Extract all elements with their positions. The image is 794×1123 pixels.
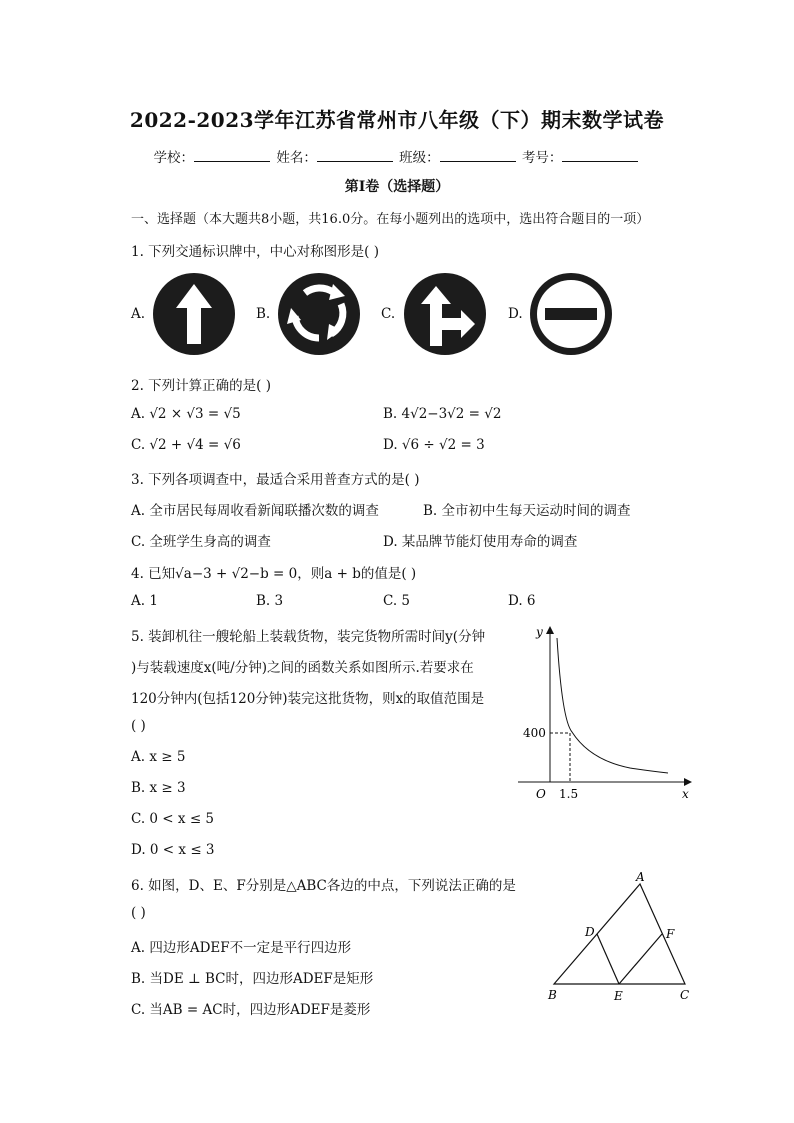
q2-option-c: C. √2 + √4 = √6 [131,437,241,453]
vertex-a-label: A [636,870,645,884]
school-label: 学校： [153,150,195,166]
q5-stem-line3: 120分钟内(包括120分钟)装完这批货物，则x的取值范围是 [131,691,485,707]
hyperbola-curve [557,638,668,773]
q6-stem-line2: ( ) [131,905,146,921]
origin-label: O [536,787,546,801]
q1-label-a: A. [131,306,146,322]
q6-option-a: A. 四边形ADEF不一定是平行四边形 [131,940,352,956]
q5-stem-line1: 5. 装卸机往一艘轮船上装载货物，装完货物所需时间y(分钟 [131,629,486,645]
straight-right-sign-icon [403,272,487,356]
y-tick-label: 400 [523,726,546,740]
q1-label-d: D. [508,306,523,322]
name-label: 姓名： [276,150,317,166]
roundabout-sign-icon [277,272,361,356]
q1-label-c: C. [381,306,396,322]
q5-inverse-function-graph [510,620,695,805]
vertex-c-label: C [680,988,690,1002]
q4-stem: 4. 已知√a−3 + √2−b = 0，则a + b的值是( ) [131,566,417,582]
point-e-label: E [614,989,623,1003]
exam-title: 2022-2023学年江苏省常州市八年级（下）期末数学试卷 [129,108,665,132]
segment-de [597,934,619,984]
no-entry-sign-icon [529,272,613,356]
q1-label-b: B. [256,306,271,322]
q5-stem-line4: ( ) [131,718,146,734]
q5-stem-line2: )与装载速度x(吨/分钟)之间的函数关系如图所示.若要求在 [131,660,474,676]
q3-option-b: B. 全市初中生每天运动时间的调查 [423,503,631,519]
point-d-label: D [585,925,595,939]
q2-option-d: D. √6 ÷ √2 = 3 [383,437,485,453]
q6-triangle-figure [540,870,700,1010]
q2-option-b: B. 4√2−3√2 = √2 [383,406,502,422]
x-axis-label: x [682,787,689,801]
point-f-label: F [666,927,675,941]
q4-option-b: B. 3 [256,593,284,609]
q1-stem: 1. 下列交通标识牌中，中心对称图形是( ) [131,244,379,260]
vertex-b-label: B [548,988,557,1002]
up-arrow-sign-icon [152,272,236,356]
q4-option-a: A. 1 [131,593,158,609]
class-label: 班级： [399,150,440,166]
number-blank [562,149,638,162]
q6-stem-line1: 6. 如图，D、E、F分别是△ABC各边的中点，下列说法正确的是 [131,878,516,894]
q5-option-b: B. x ≥ 3 [131,780,186,796]
q4-option-d: D. 6 [508,593,536,609]
segment-ef [619,934,662,984]
q5-option-d: D. 0 < x ≤ 3 [131,842,215,858]
q6-option-b: B. 当DE ⊥ BC时，四边形ADEF是矩形 [131,971,374,987]
q6-option-c: C. 当AB = AC时，四边形ADEF是菱形 [131,1002,371,1018]
name-blank [317,149,393,162]
q3-option-c: C. 全班学生身高的调查 [131,534,271,550]
x-tick-label: 1.5 [559,787,579,801]
student-info-line [0,146,794,166]
q5-option-c: C. 0 < x ≤ 5 [131,811,215,827]
q4-option-c: C. 5 [383,593,411,609]
q2-stem: 2. 下列计算正确的是( ) [131,378,271,394]
q3-option-a: A. 全市居民每周收看新闻联播次数的调查 [131,503,379,519]
q3-option-d: D. 某品牌节能灯使用寿命的调查 [383,534,578,550]
school-blank [194,149,270,162]
q5-option-a: A. x ≥ 5 [131,749,186,765]
q2-option-a: A. √2 × √3 = √5 [131,406,241,422]
number-label: 考号： [521,150,563,166]
class-blank [440,149,516,162]
section-title: 第Ⅰ卷（选择题） [344,179,450,195]
part-title: 一、选择题（本大题共8小题，共16.0分。在每小题列出的选项中，选出符合题目的一项） [131,212,650,227]
y-axis-label: y [536,625,543,639]
q3-stem: 3. 下列各项调查中，最适合采用普查方式的是( ) [131,472,420,488]
